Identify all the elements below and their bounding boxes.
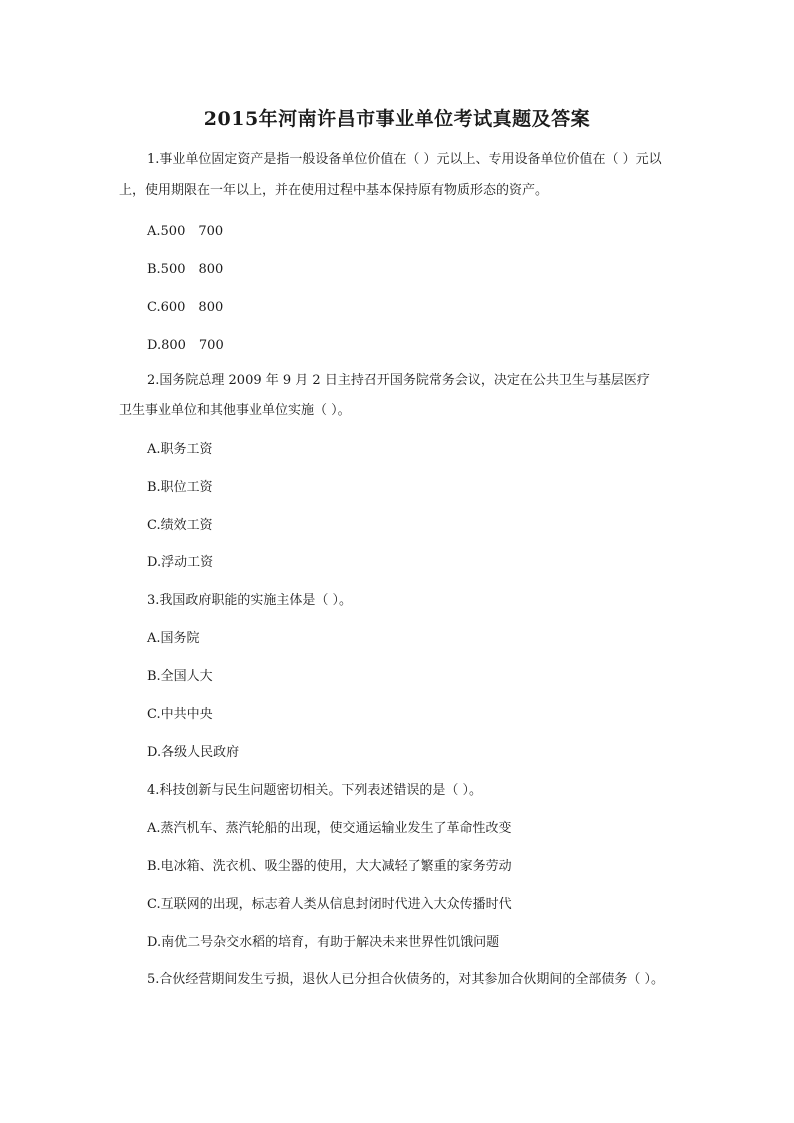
question-2-option-a: A.职务工资 bbox=[147, 442, 213, 457]
question-4-option-b: B.电冰箱、洗衣机、吸尘器的使用，大大减轻了繁重的家务劳动 bbox=[147, 859, 512, 874]
question-2-option-b: B.职位工资 bbox=[147, 480, 213, 495]
question-3-option-d: D.各级人民政府 bbox=[147, 745, 240, 760]
question-3-option-c: C.中共中央 bbox=[147, 707, 213, 722]
question-1-option-a: A.500 700 bbox=[147, 224, 224, 239]
question-3-stem: 3.我国政府职能的实施主体是（ ）。 bbox=[147, 593, 353, 608]
question-4-stem: 4.科技创新与民生问题密切相关。下列表述错误的是（ ）。 bbox=[147, 783, 483, 798]
question-1-option-b: B.500 800 bbox=[147, 262, 224, 277]
question-2-stem-line-2: 卫生事业单位和其他事业单位实施（ ）。 bbox=[119, 403, 351, 418]
question-3-option-b: B.全国人大 bbox=[147, 669, 213, 684]
question-1-option-c: C.600 800 bbox=[147, 300, 224, 315]
question-1-stem-line-1: 1.事业单位固定资产是指一般设备单位价值在（ ）元以上、专用设备单位价值在（ ）元以 bbox=[147, 152, 662, 167]
question-1-stem-line-2: 上，使用期限在一年以上，并在使用过程中基本保持原有物质形态的资产。 bbox=[119, 183, 549, 198]
question-5-stem: 5.合伙经营期间发生亏损，退伙人已分担合伙债务的，对其参加合伙期间的全部债务（ ）。 bbox=[147, 972, 665, 987]
question-2-option-c: C.绩效工资 bbox=[147, 518, 213, 533]
question-4-option-c: C.互联网的出现，标志着人类从信息封闭时代进入大众传播时代 bbox=[147, 897, 512, 912]
question-2-option-d: D.浮动工资 bbox=[147, 555, 214, 570]
question-1-option-d: D.800 700 bbox=[147, 338, 224, 353]
question-2-stem-line-1: 2.国务院总理 2009 年 9 月 2 日主持召开国务院常务会议，决定在公共卫生与基层医疗 bbox=[147, 373, 650, 388]
question-4-option-d: D.南优二号杂交水稻的培育，有助于解决未来世界性饥饿问题 bbox=[147, 935, 500, 950]
document-title: 2015年河南许昌市事业单位考试真题及答案 bbox=[203, 108, 591, 130]
question-3-option-a: A.国务院 bbox=[147, 631, 200, 646]
question-4-option-a: A.蒸汽机车、蒸汽轮船的出现，使交通运输业发生了革命性改变 bbox=[147, 821, 512, 836]
